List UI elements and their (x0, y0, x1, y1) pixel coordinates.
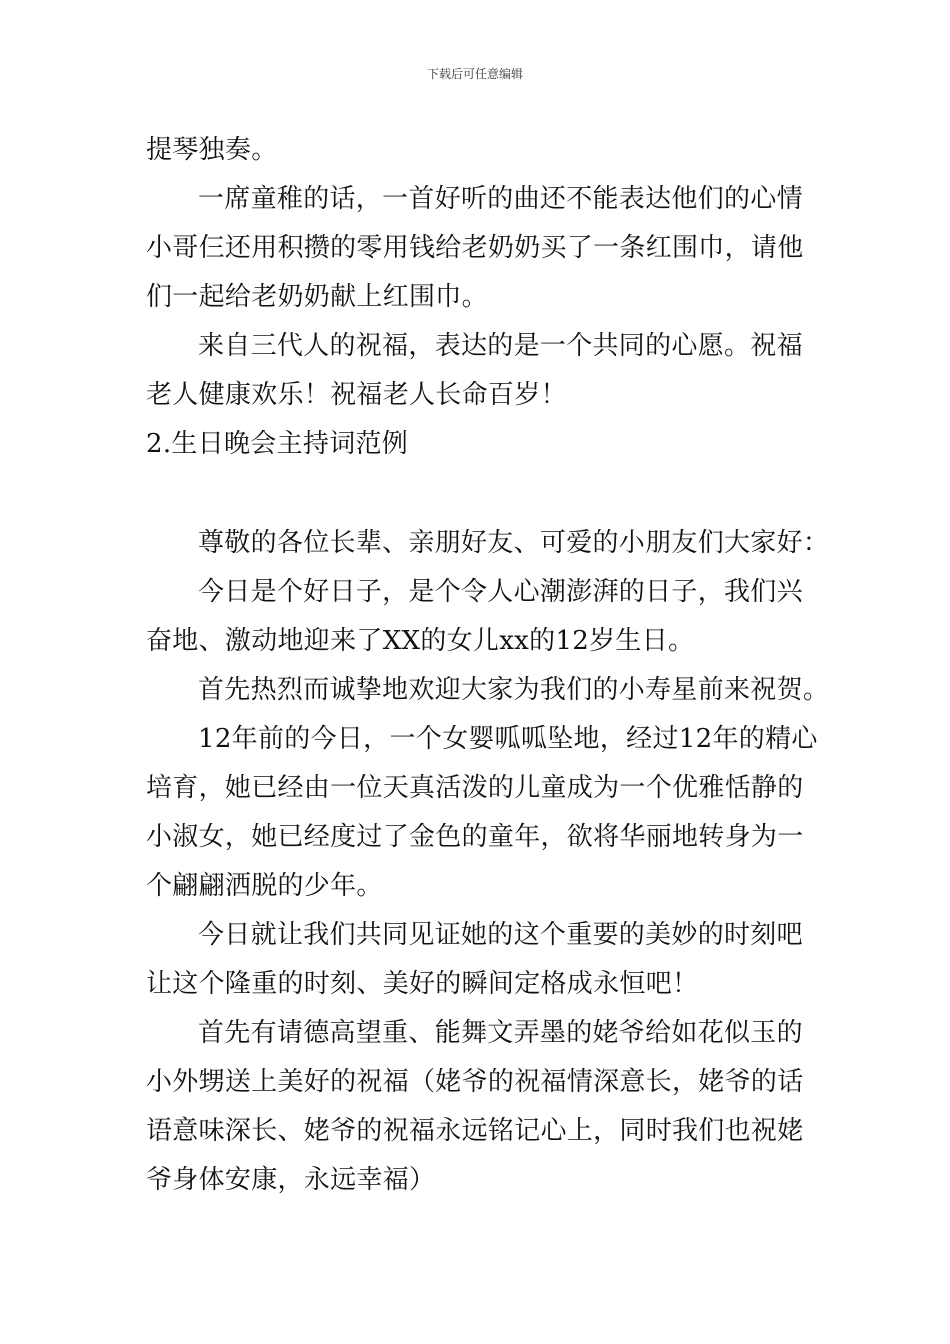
document-body (146, 126, 830, 1205)
text-line: 老人健康欢乐！祝福老人长命百岁！ (146, 380, 567, 410)
text-line: 让这个隆重的时刻、美好的瞬间定格成永恒吧！ (146, 969, 699, 999)
text-line: 个翩翩洒脱的少年。 (146, 871, 383, 901)
text-line: 小哥仨还用积攒的零用钱给老奶奶买了一条红围巾，请他 (146, 233, 804, 263)
text-line: 培育，她已经由一位天真活泼的儿童成为一个优雅恬静的 (146, 773, 804, 803)
paragraph-start: 今日是个好日子，是个令人心潮澎湃的日子，我们兴 (198, 577, 803, 607)
paragraph-start: 尊敬的各位长辈、亲朋好友、可爱的小朋友们大家好： (198, 528, 830, 558)
text-line: 爷身体安康，永远幸福） (146, 1165, 436, 1195)
text-line: 小外甥送上美好的祝福（姥爷的祝福情深意长，姥爷的话 (146, 1067, 804, 1097)
paragraph-start: 首先热烈而诚挚地欢迎大家为我们的小寿星前来祝贺。 (198, 675, 830, 705)
text-line: 们一起给老奶奶献上红围巾。 (146, 282, 488, 312)
header-note: 下载后可任意编辑 (426, 67, 523, 81)
paragraph-start: 首先有请德高望重、能舞文弄墨的姥爷给如花似玉的 (198, 1018, 803, 1048)
paragraph-start: 今日就让我们共同见证她的这个重要的美妙的时刻吧 (198, 920, 803, 950)
section-heading: 2.生日晚会主持词范例 (146, 429, 409, 459)
paragraph-start: 一席童稚的话，一首好听的曲还不能表达他们的心情 (198, 184, 803, 214)
paragraph-start: 来自三代人的祝福，表达的是一个共同的心愿。祝福 (198, 331, 803, 361)
paragraph-start: 12年前的今日，一个女婴呱呱坠地，经过12年的精心 (198, 724, 818, 754)
text-line: 提琴独奏。 (146, 135, 278, 165)
text-line: 奋地、激动地迎来了XX的女儿xx的12岁生日。 (146, 626, 695, 656)
blank-line (146, 469, 808, 519)
text-line: 小淑女，她已经度过了金色的童年，欲将华丽地转身为一 (146, 822, 804, 852)
text-line: 语意味深长、姥爷的祝福永远铭记心上，同时我们也祝姥 (146, 1116, 804, 1146)
